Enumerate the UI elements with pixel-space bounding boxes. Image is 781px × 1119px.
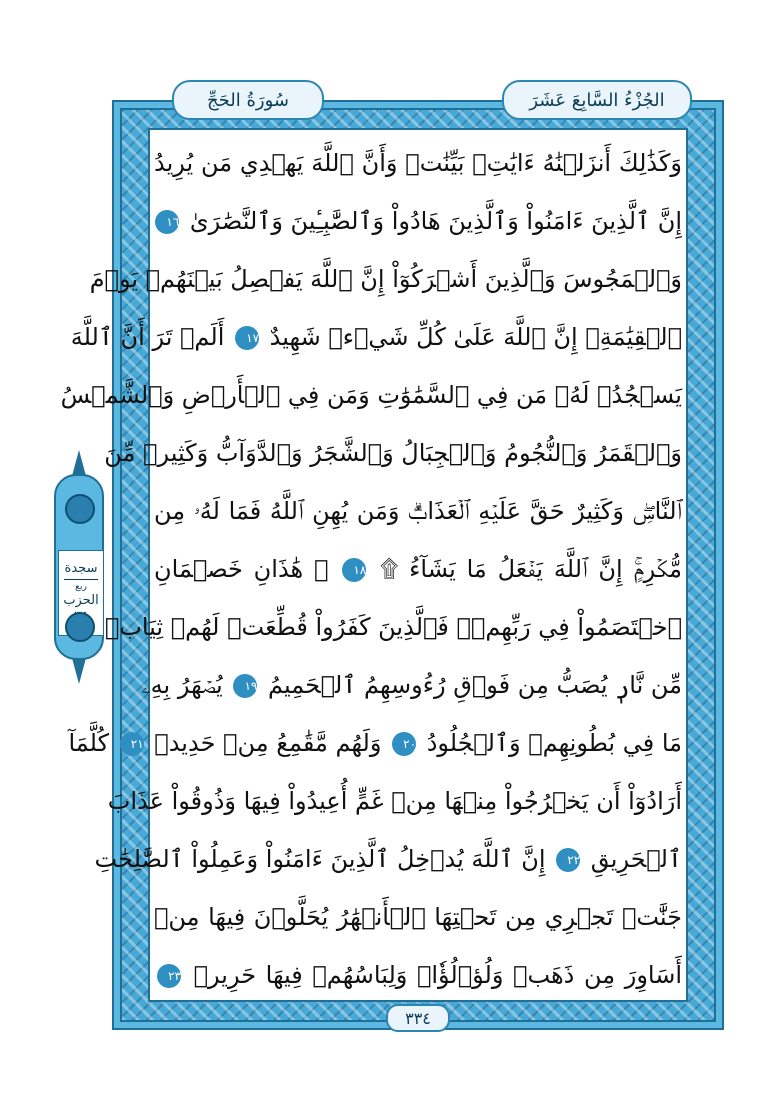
medallion-body bbox=[54, 474, 104, 660]
verse-text: إِنَّ ٱلَّذِينَ ءَامَنُواْ وَٱلَّذِينَ هَادُواْ وَٱلصَّٰبِـِٔينَ وَٱلنَّصَٰرَىٰ bbox=[189, 207, 682, 235]
medallion-bottom-tip-icon bbox=[72, 658, 86, 684]
verse-text: إِنَّ ٱللَّهَ يُدۡخِلُ ٱلَّذِينَ ءَامَنُواْ وَعَمِلُواْ ٱلصَّٰلِحَٰتِ bbox=[94, 845, 546, 873]
text-line bbox=[141, 656, 682, 714]
verse-text: وَٱلۡمَجُوسَ وَٱلَّذِينَ أَشۡرَكُوٓاْ إِنَّ ٱللَّهَ يَفۡصِلُ بَيۡنَهُمۡ يَوۡمَ bbox=[89, 265, 682, 293]
text-line bbox=[154, 540, 682, 598]
text-line bbox=[154, 482, 682, 540]
text-line bbox=[154, 888, 682, 946]
surah-name-header: سُورَةُ الحَجِّ bbox=[172, 80, 324, 120]
text-line bbox=[154, 134, 682, 192]
knot-ornament-icon bbox=[65, 494, 95, 524]
verse-text: ۞ هَٰذَانِ خَصۡمَانِ bbox=[154, 555, 329, 583]
ayah-number-marker: ٢٣ bbox=[157, 964, 181, 988]
verse-text: أَلَمۡ تَرَ أَنَّ ٱللَّهَ bbox=[70, 323, 225, 351]
verse-text: وَكَذَٰلِكَ أَنزَلۡنَٰهُ ءَايَٰتِۭ بَيِّنَٰتٖ وَأَنَّ ٱللَّهَ يَهۡدِي مَن يُرِيدُ bbox=[154, 149, 682, 177]
verse-text: أَرَادُوٓاْ أَن يَخۡرُجُواْ مِنۡهَا مِنۡ غَمٍّ أُعِيدُواْ فِيهَا وَذُوقُواْ عَذَابَ bbox=[107, 787, 682, 815]
medallion-top-tip-icon bbox=[72, 450, 86, 476]
verse-text: يُصۡهَرُ بِهِۦ bbox=[141, 671, 223, 699]
divider bbox=[64, 579, 98, 580]
text-line bbox=[68, 714, 682, 772]
page-number: ٣٣٤ bbox=[386, 1004, 450, 1032]
text-line bbox=[89, 250, 682, 308]
text-line bbox=[154, 946, 682, 1004]
sajda-marker bbox=[50, 448, 108, 686]
ayah-number-marker: ٢٢ bbox=[556, 848, 580, 872]
ayah-number-marker: ١٧ bbox=[235, 326, 259, 350]
ayah-number-marker: ٢١ bbox=[120, 732, 144, 756]
text-line bbox=[104, 598, 682, 656]
verse-text: أَسَاوِرَ مِن ذَهَبٖ وَلُؤۡلُؤٗاۖ وَلِبَاسُهُمۡ فِيهَا حَرِيرٞ bbox=[193, 961, 682, 989]
text-line bbox=[154, 192, 682, 250]
ayah-number-marker: ١٩ bbox=[233, 674, 257, 698]
verse-text: ٱلۡحَرِيقِ bbox=[590, 845, 682, 873]
hizb-word-2: الحزب bbox=[63, 593, 99, 608]
verse-text: كُلَّمَآ bbox=[68, 729, 110, 757]
verse-text: وَٱلۡقَمَرُ وَٱلنُّجُومُ وَٱلۡجِبَالُ وَٱلشَّجَرُ وَٱلدَّوَآبُّ وَكَثِيرٞ مِّنَ bbox=[104, 439, 682, 467]
ayah-number-marker: ١٦ bbox=[155, 210, 179, 234]
text-line bbox=[107, 772, 682, 830]
ayah-number-marker: ١٨ bbox=[342, 558, 366, 582]
verse-text: مِّن نَّارٖ يُصَبُّ مِن فَوۡقِ رُءُوسِهِمُ ٱلۡحَمِيمُ bbox=[268, 671, 682, 699]
verse-text: يَسۡجُدُۤ لَهُۥ مَن فِي ٱلسَّمَٰوَٰتِ وَمَن فِي ٱلۡأَرۡضِ وَٱلشَّمۡسُ bbox=[60, 381, 682, 409]
verse-text: ٱلۡقِيَٰمَةِۚ إِنَّ ٱللَّهَ عَلَىٰ كُلِّ شَيۡءٖ شَهِيدٌ bbox=[269, 323, 682, 351]
text-line bbox=[94, 830, 682, 888]
verse-text: ٱلنَّاسِۖ وَكَثِيرٌ حَقَّ عَلَيۡهِ ٱلۡعَذَابُۗ وَمَن يُهِنِ ٱللَّهُ فَمَا لَهُۥ مِن bbox=[154, 497, 682, 525]
text-line bbox=[60, 366, 682, 424]
sajda-label: سجدة bbox=[64, 561, 98, 576]
text-line bbox=[70, 308, 682, 366]
hizb-word-1: ربع bbox=[75, 582, 87, 592]
verse-text: مُّكۡرِمٍۚ إِنَّ ٱللَّهَ يَفۡعَلُ مَا يَشَآءُ ۩ bbox=[380, 555, 682, 583]
verse-text: جَنَّٰتٖ تَجۡرِي مِن تَحۡتِهَا ٱلۡأَنۡهَٰرُ يُحَلَّوۡنَ فِيهَا مِنۡ bbox=[154, 903, 682, 931]
ayah-number-marker: ٢٠ bbox=[392, 732, 416, 756]
verse-text: وَلَهُم مَّقَٰمِعُ مِنۡ حَدِيدٖ bbox=[154, 729, 382, 757]
juz-name-header: الجُزْءُ السَّابِعَ عَشَرَ bbox=[502, 80, 692, 120]
verse-text: مَا فِي بُطُونِهِمۡ وَٱلۡجُلُودُ bbox=[426, 729, 682, 757]
knot-ornament-icon bbox=[65, 612, 95, 642]
verse-text: ٱخۡتَصَمُواْ فِي رَبِّهِمۡۖ فَٱلَّذِينَ كَفَرُواْ قُطِّعَتۡ لَهُمۡ ثِيَابٞ bbox=[104, 613, 682, 641]
text-line bbox=[104, 424, 682, 482]
